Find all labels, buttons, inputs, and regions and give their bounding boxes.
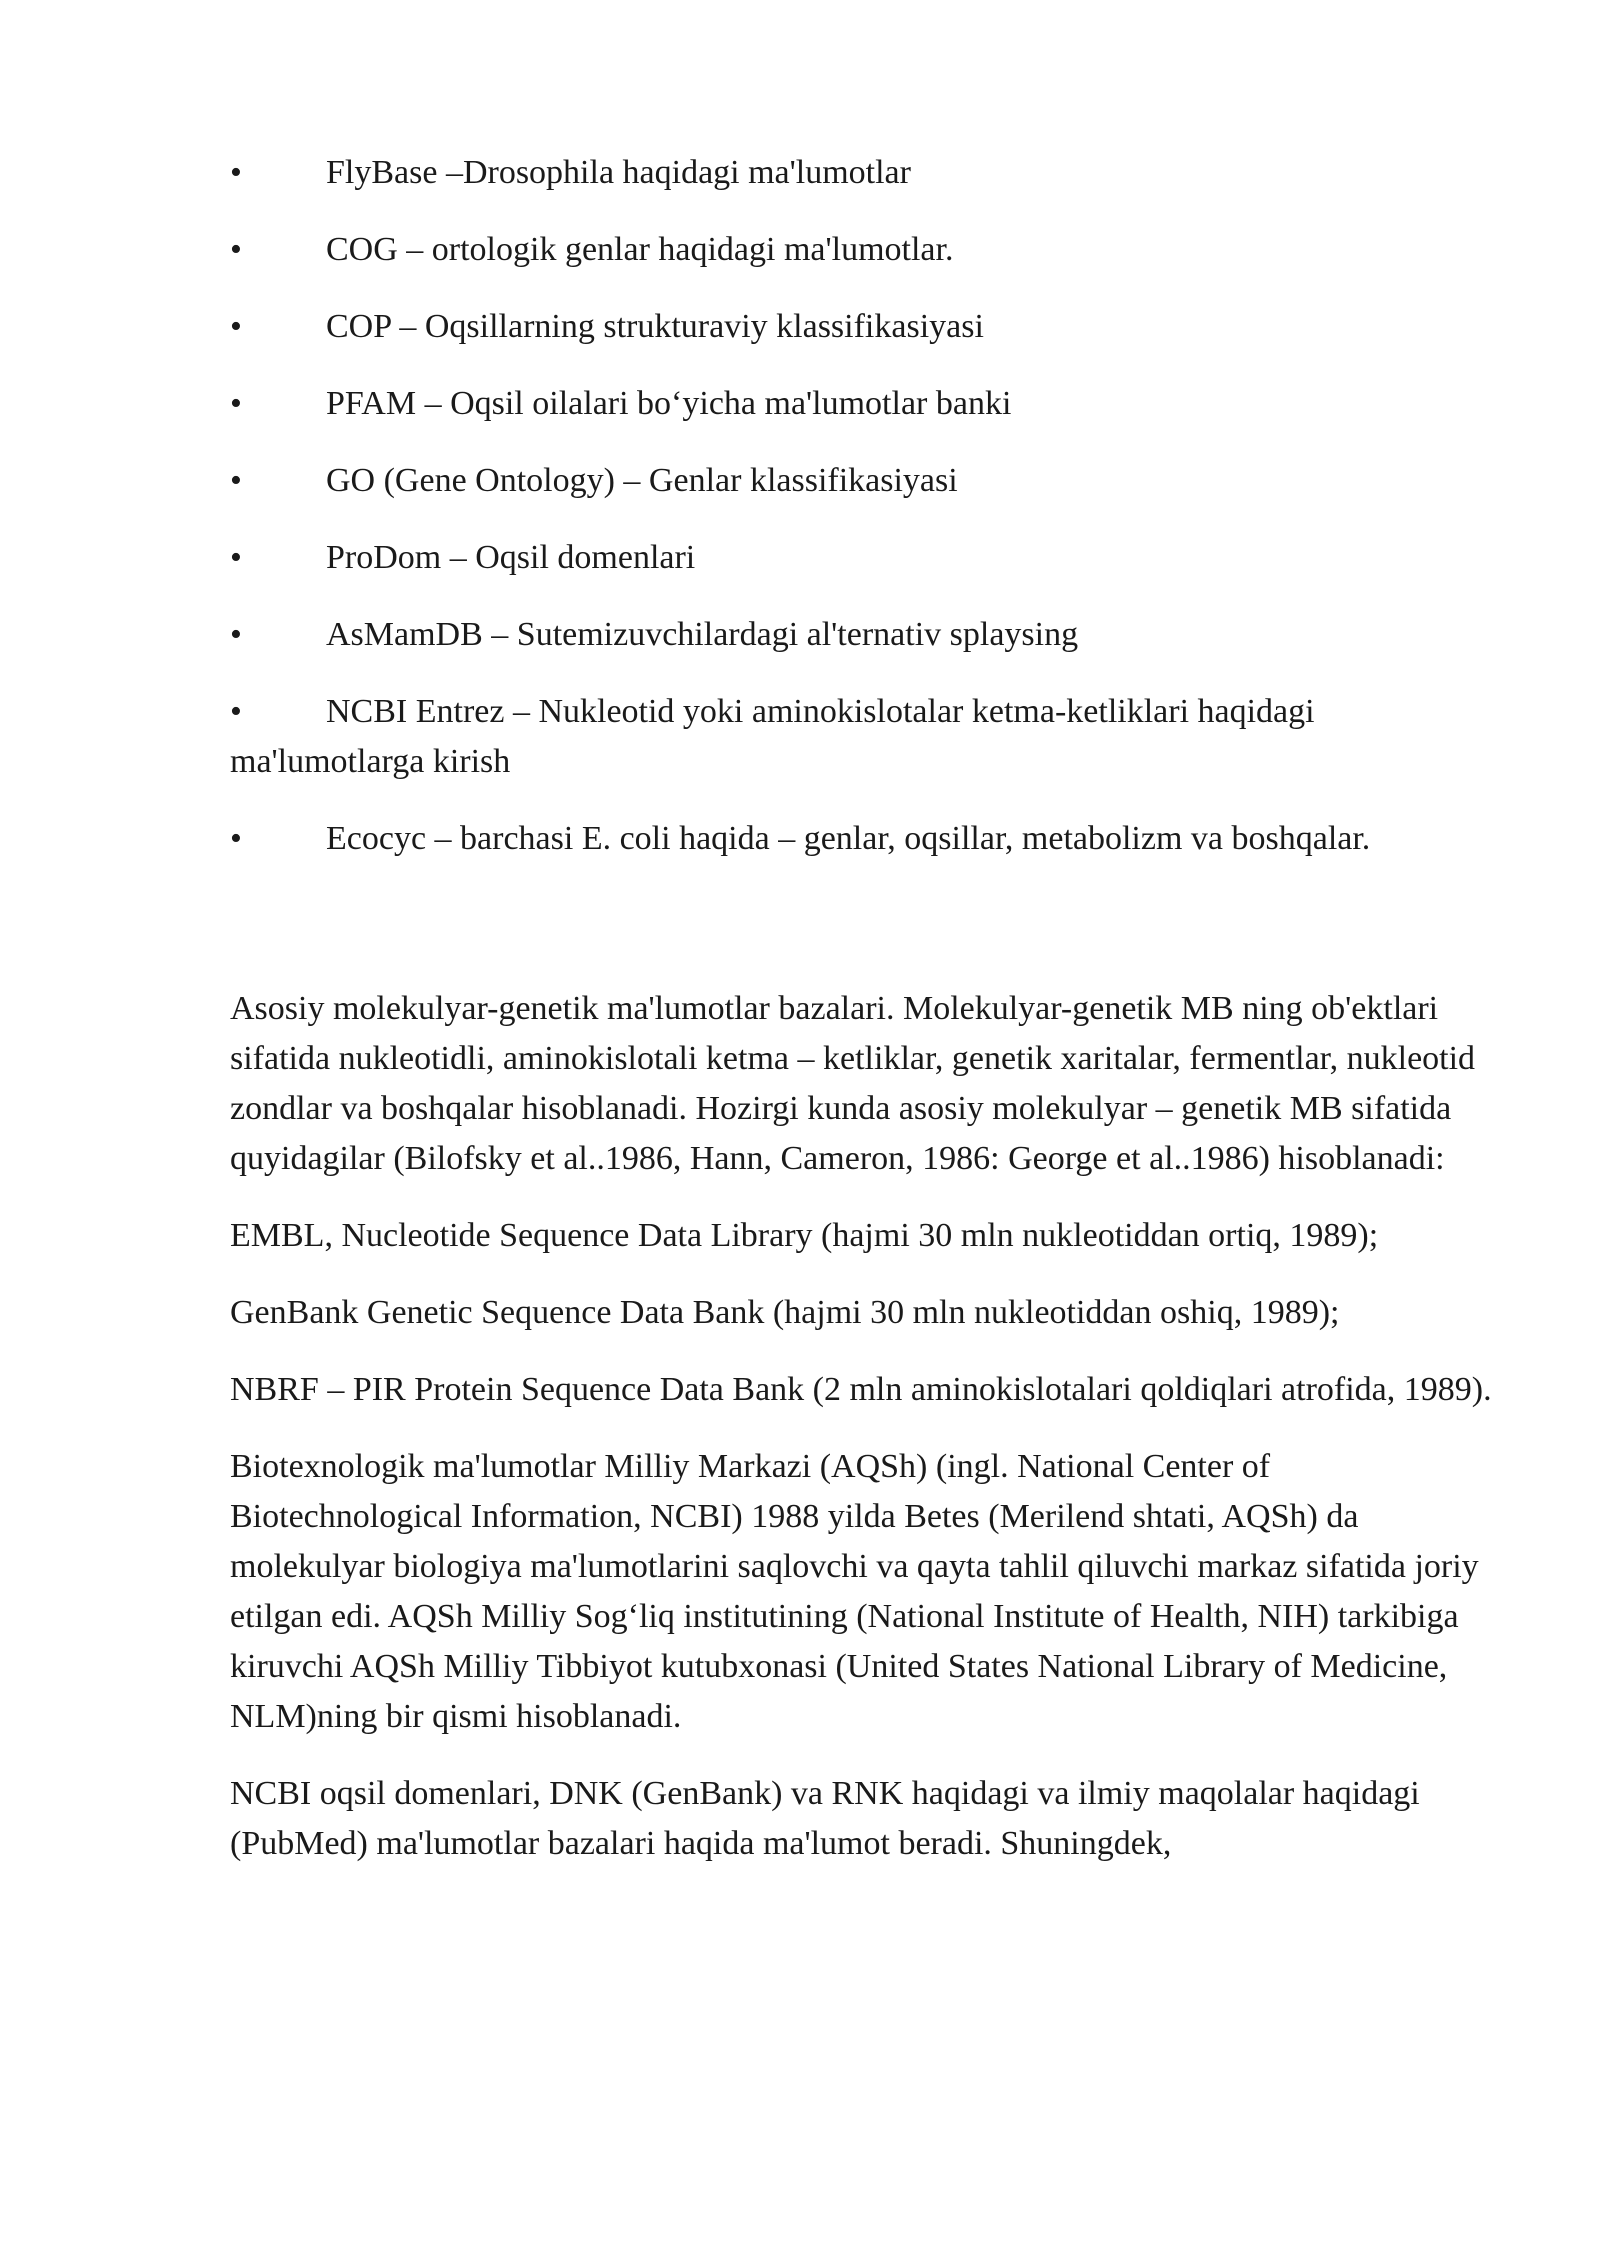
- document-page: [230, 148, 1500, 1896]
- bullet-item-go: [230, 456, 1500, 506]
- bullet-text: COG – ortologik genlar haqidagi ma'lumotlar.: [326, 231, 954, 268]
- bullet-item-cop: [230, 302, 1500, 352]
- database-bullet-list: [230, 148, 1500, 864]
- bullet-text: GO (Gene Ontology) – Genlar klassifikasiyasi: [326, 462, 958, 499]
- bullet-marker: •: [230, 231, 242, 268]
- bullet-marker: •: [230, 693, 242, 730]
- paragraph-nbrf-pir: NBRF – PIR Protein Sequence Data Bank (2 mln aminokislotalari qoldiqlari atrofida, 1989).: [230, 1371, 1492, 1408]
- paragraph-genbank: GenBank Genetic Sequence Data Bank (hajmi 30 mln nukleotiddan oshiq, 1989);: [230, 1294, 1340, 1331]
- paragraph-ncbi-databases: NCBI oqsil domenlari, DNK (GenBank) va RNK haqidagi va ilmiy maqolalar haqidagi (PubMed) ma'lumotlar bazalari haqida ma'lumot beradi. Shuningdek,: [230, 1775, 1420, 1862]
- section-spacer: [230, 891, 1500, 984]
- bullet-item-asmamdb: [230, 610, 1500, 660]
- bullet-text: PFAM – Oqsil oilalari bo‘yicha ma'lumotlar banki: [326, 385, 1012, 422]
- paragraph-embl: EMBL, Nucleotide Sequence Data Library (hajmi 30 mln nukleotiddan ortiq, 1989);: [230, 1217, 1379, 1254]
- bullet-marker: •: [230, 820, 242, 857]
- bullet-text: COP – Oqsillarning strukturaviy klassifikasiyasi: [326, 308, 984, 345]
- bullet-marker: •: [230, 462, 242, 499]
- bullet-text: Ecocyc – barchasi E. coli haqida – genlar, oqsillar, metabolizm va boshqalar.: [326, 820, 1371, 857]
- bullet-item-ncbi-entrez: [230, 687, 1500, 787]
- bullet-text: NCBI Entrez – Nukleotid yoki aminokislotalar ketma-ketliklari haqidagi ma'lumotlarga kirish: [230, 693, 1315, 780]
- bullet-item-pfam: [230, 379, 1500, 429]
- bullet-text: ProDom – Oqsil domenlari: [326, 539, 696, 576]
- bullet-text: AsMamDB – Sutemizuvchilardagi al'ternativ splaysing: [326, 616, 1079, 653]
- bullet-item-prodom: [230, 533, 1500, 583]
- paragraph-ncbi-history: Biotexnologik ma'lumotlar Milliy Markazi (AQSh) (ingl. National Center of Biotechnological Information, NCBI) 1988 yilda Betes (Merilend shtati, AQSh) da molekulyar biologiya ma'lumotlarini saqlovchi va qayta tahlil qiluvchi markaz sifatida joriy etilgan edi. AQSh Milliy Sog‘liq institutining (National Institute of Health, NIH) tarkibiga kiruvchi AQSh Milliy Tibbiyot kutubxonasi (United States National Library of Medicine, NLM)ning bir qismi hisoblanadi.: [230, 1448, 1479, 1735]
- paragraph-main-databases: Asosiy molekulyar-genetik ma'lumotlar bazalari. Molekulyar-genetik MB ning ob'ektlari sifatida nukleotidli, aminokislotali ketma – ketliklar, genetik xaritalar, fermentlar, nukleotid zondlar va boshqalar hisoblanadi. Hozirgi kunda asosiy molekulyar – genetik MB sifatida quyidagilar (Bilofsky et al..1986, Hann, Cameron, 1986: George et al..1986) hisoblanadi:: [230, 990, 1476, 1177]
- bullet-item-flybase: [230, 148, 1500, 198]
- bullet-marker: •: [230, 385, 242, 422]
- bullet-item-ecocyc: [230, 814, 1500, 864]
- bullet-marker: •: [230, 616, 242, 653]
- bullet-marker: •: [230, 539, 242, 576]
- bullet-text: FlyBase –Drosophila haqidagi ma'lumotlar: [326, 154, 911, 191]
- bullet-item-cog: [230, 225, 1500, 275]
- bullet-marker: •: [230, 154, 242, 191]
- bullet-marker: •: [230, 308, 242, 345]
